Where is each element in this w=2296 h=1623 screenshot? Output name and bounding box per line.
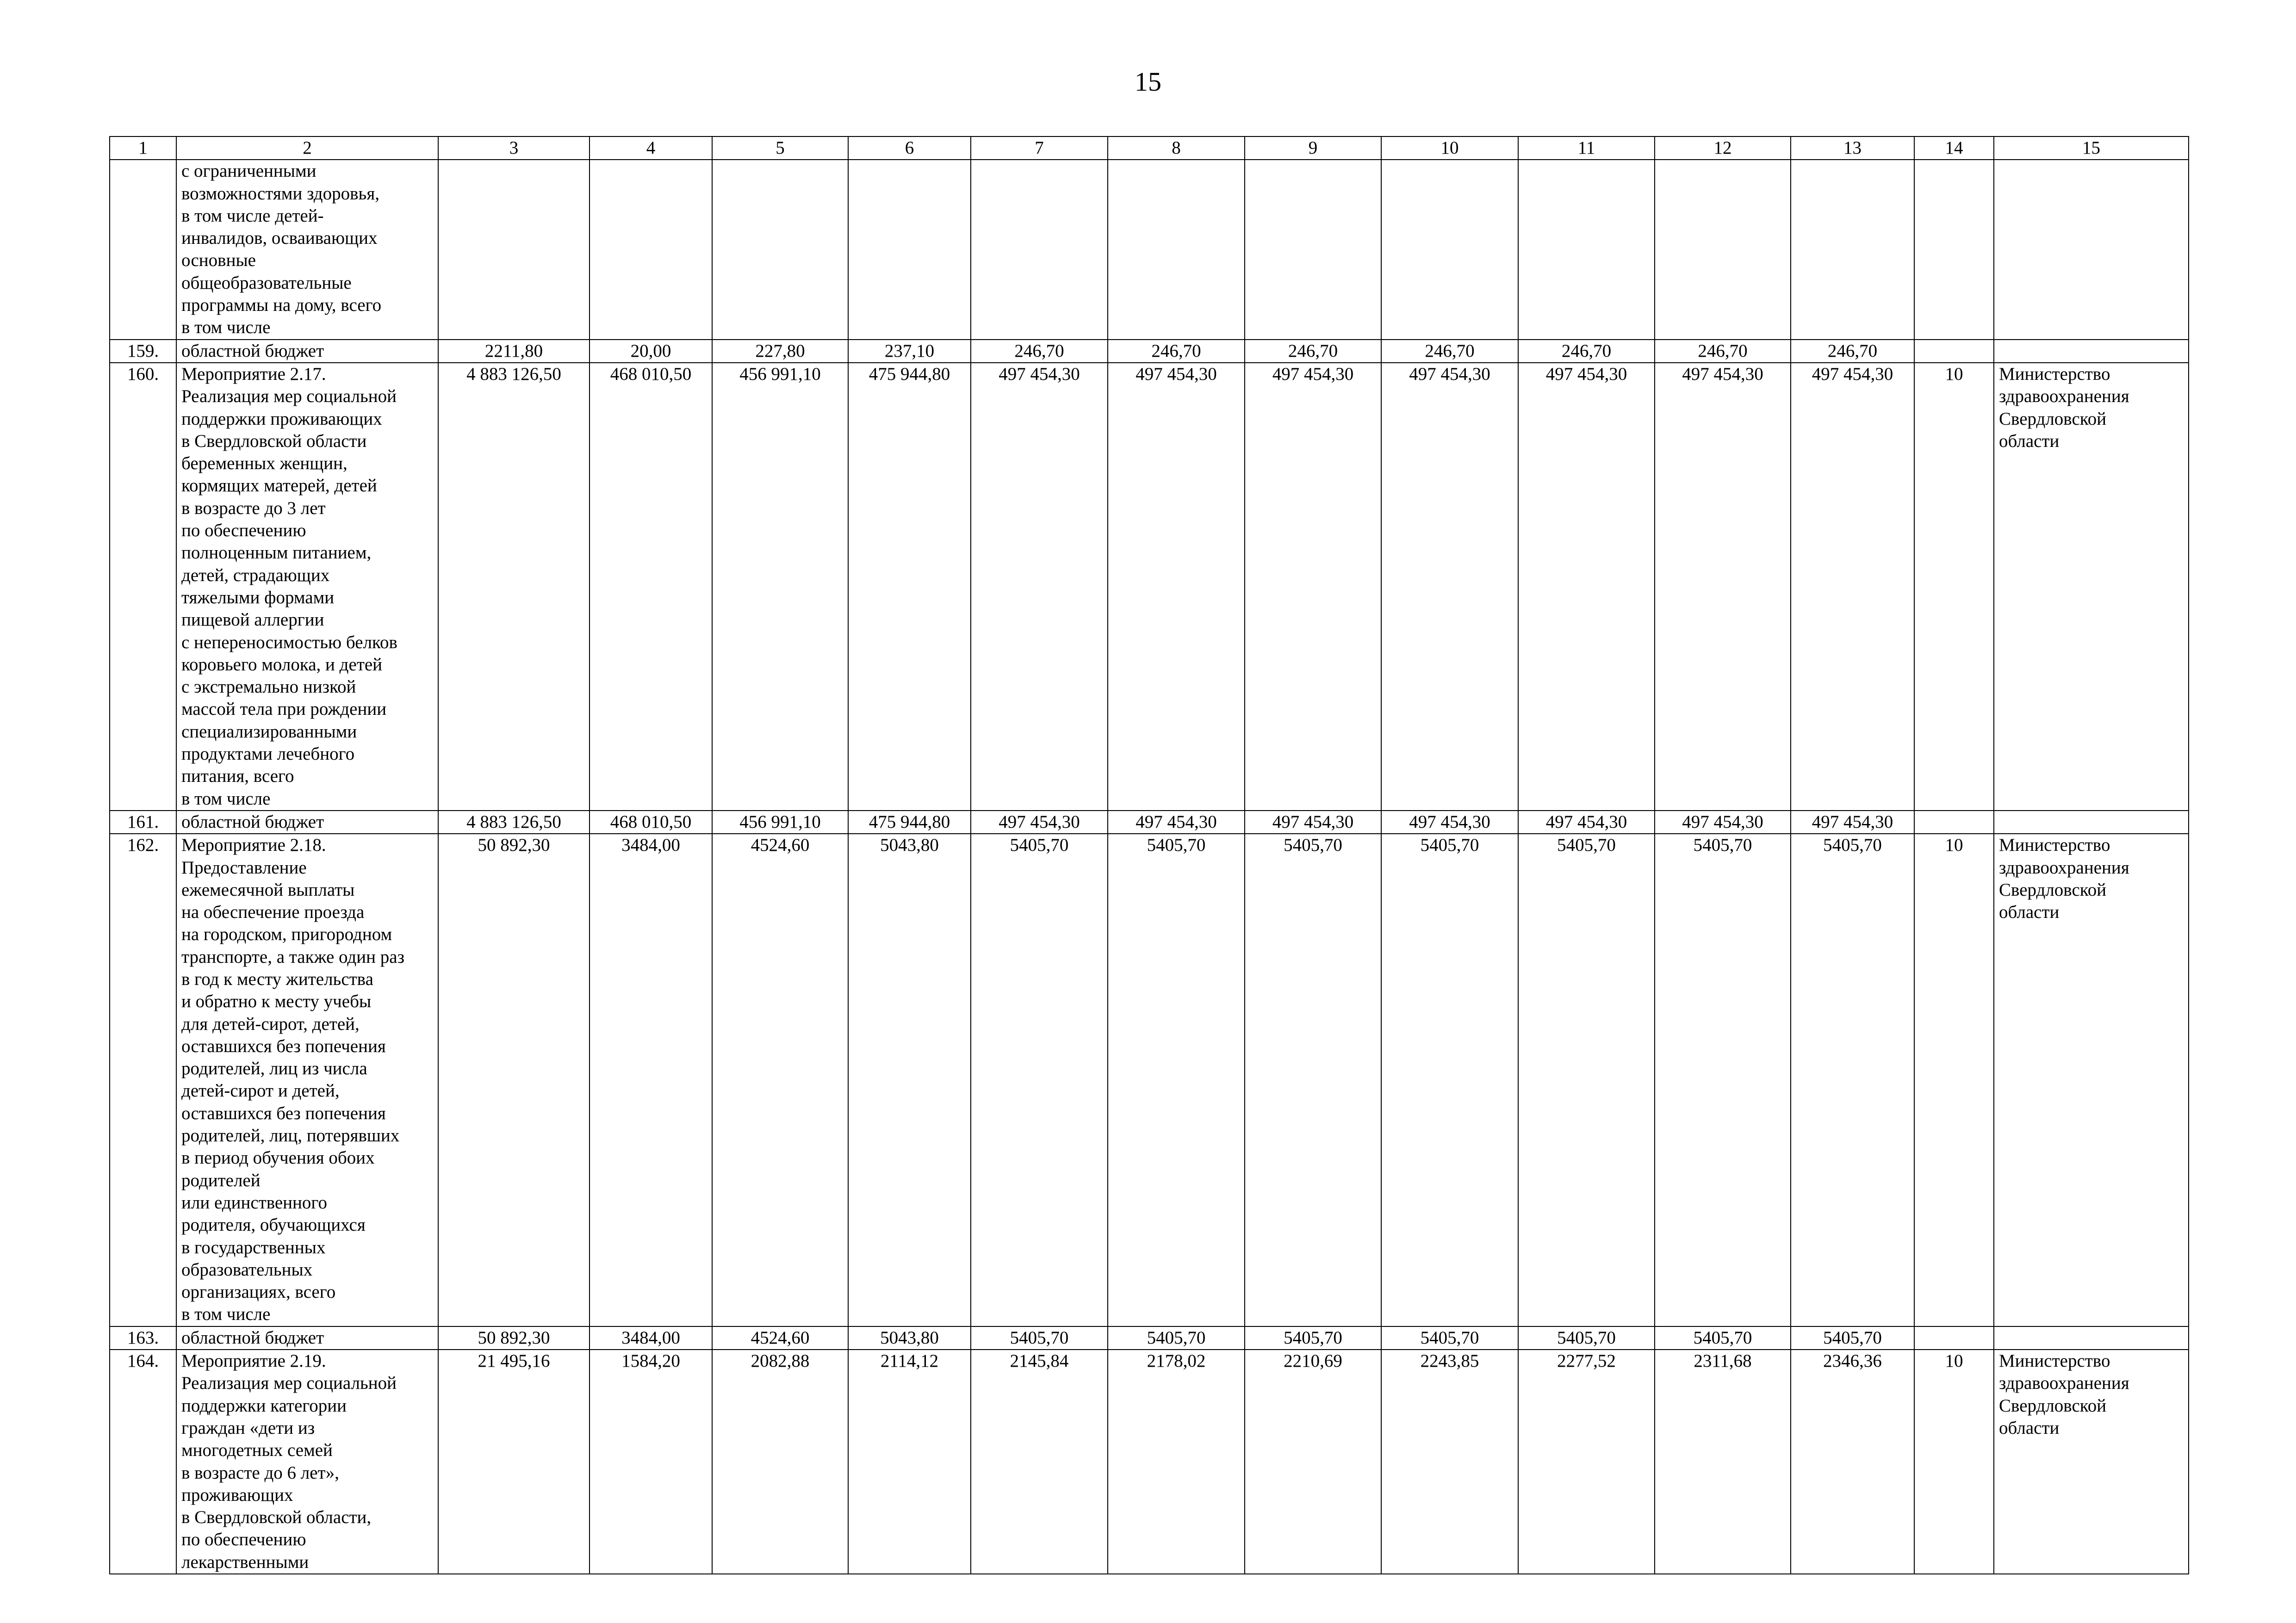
value-cell: 497 454,30 bbox=[1381, 811, 1518, 834]
target-indicator: 10 bbox=[1914, 834, 1994, 1326]
value-cell: 4 883 126,50 bbox=[438, 363, 590, 811]
value-cell bbox=[1245, 160, 1381, 339]
value-cell: 497 454,30 bbox=[1655, 811, 1791, 834]
executor bbox=[1994, 340, 2189, 363]
value-cell: 4524,60 bbox=[712, 1326, 848, 1350]
value-cell: 5405,70 bbox=[1791, 1326, 1914, 1350]
value-cell bbox=[971, 160, 1108, 339]
value-cell: 497 454,30 bbox=[1518, 811, 1655, 834]
value-cell: 2243,85 bbox=[1381, 1350, 1518, 1574]
row-number: 164. bbox=[110, 1350, 176, 1574]
executor bbox=[1994, 1326, 2189, 1350]
value-cell bbox=[1518, 160, 1655, 339]
executor: Министерство здравоохранения Свердловской области bbox=[1994, 363, 2189, 811]
value-cell: 2145,84 bbox=[971, 1350, 1108, 1574]
row-number: 161. bbox=[110, 811, 176, 834]
column-header: 6 bbox=[848, 136, 971, 160]
value-cell: 5405,70 bbox=[1245, 834, 1381, 1326]
target-indicator: 10 bbox=[1914, 363, 1994, 811]
value-cell: 246,70 bbox=[971, 340, 1108, 363]
value-cell: 468 010,50 bbox=[590, 363, 712, 811]
value-cell: 5405,70 bbox=[1791, 834, 1914, 1326]
page-number: 15 bbox=[1135, 67, 1161, 97]
value-cell bbox=[1381, 160, 1518, 339]
column-header: 12 bbox=[1655, 136, 1791, 160]
value-cell: 246,70 bbox=[1791, 340, 1914, 363]
value-cell: 5043,80 bbox=[848, 834, 971, 1326]
value-cell: 50 892,30 bbox=[438, 1326, 590, 1350]
value-cell: 2082,88 bbox=[712, 1350, 848, 1574]
row-description: Мероприятие 2.17. Реализация мер социальной поддержки проживающих в Свердловской области беременных женщин, кормящих матерей, детей в возрасте до 3 лет по обеспечению полноценным питанием, детей, страдающих тяжелыми формами пищевой аллергии с непереносимостью белков коровьего молока, и детей с экстремально низкой массой тела при рождении специализированными продуктами лечебного питания, всего в том числе bbox=[176, 363, 438, 811]
column-header: 11 bbox=[1518, 136, 1655, 160]
row-description: областной бюджет bbox=[176, 811, 438, 834]
program-table bbox=[109, 136, 2189, 1574]
value-cell: 3484,00 bbox=[590, 834, 712, 1326]
table-row bbox=[110, 160, 2189, 339]
value-cell: 475 944,80 bbox=[848, 363, 971, 811]
value-cell: 497 454,30 bbox=[1381, 363, 1518, 811]
value-cell: 5405,70 bbox=[1245, 1326, 1381, 1350]
value-cell: 497 454,30 bbox=[1791, 363, 1914, 811]
row-number: 160. bbox=[110, 363, 176, 811]
value-cell: 21 495,16 bbox=[438, 1350, 590, 1574]
value-cell bbox=[848, 160, 971, 339]
value-cell: 5405,70 bbox=[971, 1326, 1108, 1350]
value-cell: 5043,80 bbox=[848, 1326, 971, 1350]
column-header: 5 bbox=[712, 136, 848, 160]
table-row bbox=[110, 834, 2189, 1326]
value-cell: 5405,70 bbox=[1518, 834, 1655, 1326]
table-row bbox=[110, 363, 2189, 811]
value-cell: 2277,52 bbox=[1518, 1350, 1655, 1574]
value-cell: 5405,70 bbox=[971, 834, 1108, 1326]
row-description: областной бюджет bbox=[176, 1326, 438, 1350]
value-cell: 456 991,10 bbox=[712, 363, 848, 811]
column-header: 14 bbox=[1914, 136, 1994, 160]
column-header: 8 bbox=[1108, 136, 1245, 160]
column-header: 1 bbox=[110, 136, 176, 160]
table-row bbox=[110, 1350, 2189, 1574]
value-cell: 5405,70 bbox=[1518, 1326, 1655, 1350]
row-number: 159. bbox=[110, 340, 176, 363]
value-cell: 497 454,30 bbox=[1108, 811, 1245, 834]
value-cell: 4 883 126,50 bbox=[438, 811, 590, 834]
column-header: 9 bbox=[1245, 136, 1381, 160]
value-cell: 2210,69 bbox=[1245, 1350, 1381, 1574]
column-header: 3 bbox=[438, 136, 590, 160]
table-row bbox=[110, 340, 2189, 363]
executor bbox=[1994, 160, 2189, 339]
value-cell: 246,70 bbox=[1518, 340, 1655, 363]
column-header: 4 bbox=[590, 136, 712, 160]
value-cell bbox=[590, 160, 712, 339]
value-cell bbox=[712, 160, 848, 339]
value-cell: 497 454,30 bbox=[1518, 363, 1655, 811]
executor bbox=[1994, 811, 2189, 834]
value-cell: 497 454,30 bbox=[971, 363, 1108, 811]
column-header: 13 bbox=[1791, 136, 1914, 160]
value-cell: 2178,02 bbox=[1108, 1350, 1245, 1574]
value-cell: 497 454,30 bbox=[971, 811, 1108, 834]
target-indicator bbox=[1914, 340, 1994, 363]
target-indicator bbox=[1914, 1326, 1994, 1350]
value-cell: 2211,80 bbox=[438, 340, 590, 363]
value-cell: 2114,12 bbox=[848, 1350, 971, 1574]
column-header: 10 bbox=[1381, 136, 1518, 160]
value-cell: 2311,68 bbox=[1655, 1350, 1791, 1574]
row-description: Мероприятие 2.19. Реализация мер социальной поддержки категории граждан «дети из многодетных семей в возрасте до 6 лет», проживающих в Свердловской области, по обеспечению лекарственными bbox=[176, 1350, 438, 1574]
value-cell: 5405,70 bbox=[1381, 834, 1518, 1326]
value-cell: 5405,70 bbox=[1655, 834, 1791, 1326]
value-cell: 5405,70 bbox=[1108, 834, 1245, 1326]
row-number bbox=[110, 160, 176, 339]
row-description: с ограниченными возможностями здоровья, в том числе детей- инвалидов, осваивающих основные общеобразовательные программы на дому, всего в том числе bbox=[176, 160, 438, 339]
row-description: Мероприятие 2.18. Предоставление ежемесячной выплаты на обеспечение проезда на городском, пригородном транспорте, а также один раз в год к месту жительства и обратно к месту учебы для детей-сирот, детей, оставшихся без попечения родителей, лиц из числа детей-сирот и детей, оставшихся без попечения родителей, лиц, потерявших в период обучения обоих родителей или единственного родителя, обучающихся в государственных образовательных организациях, всего в том числе bbox=[176, 834, 438, 1326]
row-number: 163. bbox=[110, 1326, 176, 1350]
value-cell: 246,70 bbox=[1245, 340, 1381, 363]
value-cell bbox=[438, 160, 590, 339]
value-cell: 5405,70 bbox=[1381, 1326, 1518, 1350]
table-row bbox=[110, 811, 2189, 834]
target-indicator: 10 bbox=[1914, 1350, 1994, 1574]
value-cell: 456 991,10 bbox=[712, 811, 848, 834]
value-cell: 475 944,80 bbox=[848, 811, 971, 834]
value-cell bbox=[1791, 160, 1914, 339]
value-cell bbox=[1108, 160, 1245, 339]
column-number-row bbox=[110, 136, 2189, 160]
table-row bbox=[110, 1326, 2189, 1350]
value-cell: 4524,60 bbox=[712, 834, 848, 1326]
executor: Министерство здравоохранения Свердловской области bbox=[1994, 1350, 2189, 1574]
value-cell: 5405,70 bbox=[1108, 1326, 1245, 1350]
target-indicator bbox=[1914, 811, 1994, 834]
executor: Министерство здравоохранения Свердловской области bbox=[1994, 834, 2189, 1326]
value-cell: 468 010,50 bbox=[590, 811, 712, 834]
target-indicator bbox=[1914, 160, 1994, 339]
value-cell: 1584,20 bbox=[590, 1350, 712, 1574]
value-cell: 497 454,30 bbox=[1245, 811, 1381, 834]
value-cell: 20,00 bbox=[590, 340, 712, 363]
value-cell: 246,70 bbox=[1381, 340, 1518, 363]
value-cell bbox=[1655, 160, 1791, 339]
row-number: 162. bbox=[110, 834, 176, 1326]
value-cell: 50 892,30 bbox=[438, 834, 590, 1326]
value-cell: 3484,00 bbox=[590, 1326, 712, 1350]
value-cell: 497 454,30 bbox=[1655, 363, 1791, 811]
row-description: областной бюджет bbox=[176, 340, 438, 363]
value-cell: 227,80 bbox=[712, 340, 848, 363]
column-header: 15 bbox=[1994, 136, 2189, 160]
column-header: 2 bbox=[176, 136, 438, 160]
column-header: 7 bbox=[971, 136, 1108, 160]
value-cell: 5405,70 bbox=[1655, 1326, 1791, 1350]
value-cell: 497 454,30 bbox=[1245, 363, 1381, 811]
value-cell: 237,10 bbox=[848, 340, 971, 363]
value-cell: 2346,36 bbox=[1791, 1350, 1914, 1574]
value-cell: 246,70 bbox=[1108, 340, 1245, 363]
value-cell: 497 454,30 bbox=[1791, 811, 1914, 834]
value-cell: 246,70 bbox=[1655, 340, 1791, 363]
value-cell: 497 454,30 bbox=[1108, 363, 1245, 811]
